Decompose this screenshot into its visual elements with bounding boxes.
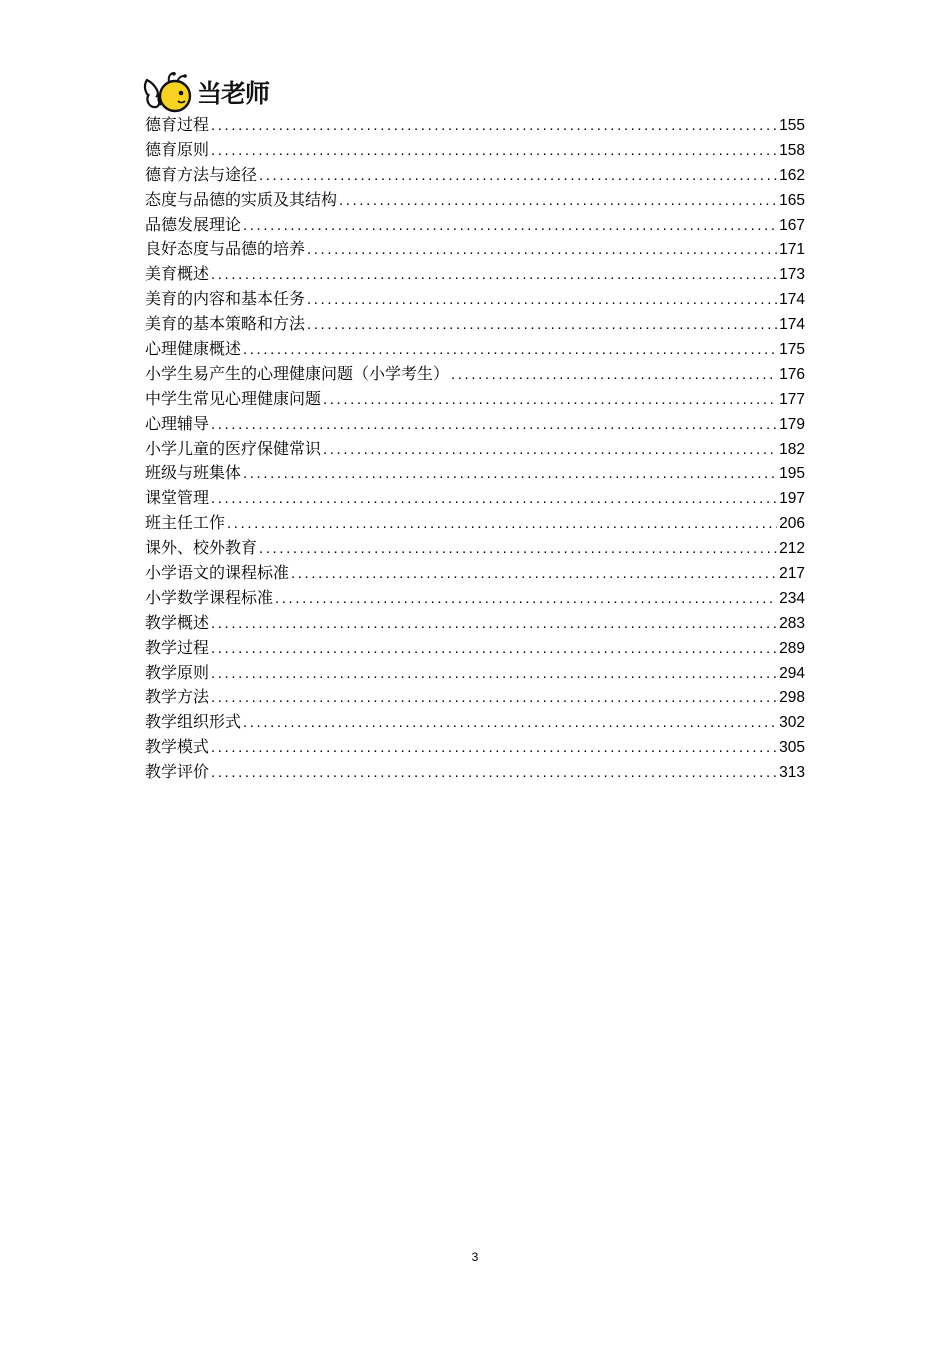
toc-dot-leader bbox=[275, 587, 777, 612]
toc-entry-title: 教学原则 bbox=[145, 662, 210, 682]
toc-entry-title: 态度与品德的实质及其结构 bbox=[145, 189, 338, 209]
toc-entry-page: 175 bbox=[779, 341, 805, 359]
toc-entry-page: 176 bbox=[779, 365, 805, 383]
bee-mascot-icon bbox=[143, 72, 195, 114]
page-number: 3 bbox=[471, 1250, 479, 1264]
toc-dot-leader bbox=[451, 363, 777, 388]
toc-entry[interactable] bbox=[145, 412, 805, 437]
toc-dot-leader bbox=[307, 288, 777, 313]
toc-entry[interactable] bbox=[145, 486, 805, 511]
toc-dot-leader bbox=[211, 761, 777, 786]
toc-dot-leader bbox=[243, 462, 777, 487]
toc-entry[interactable] bbox=[145, 237, 805, 262]
toc-entry-title: 小学语文的课程标准 bbox=[145, 563, 290, 583]
toc-dot-leader bbox=[211, 114, 777, 139]
toc-dot-leader bbox=[211, 637, 777, 662]
toc-entry-title: 教学过程 bbox=[145, 637, 210, 657]
toc-entry-title: 美育的内容和基本任务 bbox=[145, 289, 306, 309]
toc-entry-page: 167 bbox=[779, 216, 805, 234]
toc-entry-title: 小学儿童的医疗保健常识 bbox=[145, 438, 322, 458]
toc-entry[interactable] bbox=[145, 188, 805, 213]
toc-entry-page: 298 bbox=[779, 689, 805, 707]
toc-entry-title: 教学方法 bbox=[145, 687, 210, 707]
toc-entry[interactable] bbox=[145, 362, 805, 387]
toc-dot-leader bbox=[259, 537, 777, 562]
toc-entry-title: 课堂管理 bbox=[145, 488, 210, 508]
toc-entry-page: 174 bbox=[779, 316, 805, 334]
toc-entry-title: 心理辅导 bbox=[145, 413, 210, 433]
toc-entry[interactable] bbox=[145, 387, 805, 412]
toc-entry[interactable] bbox=[145, 710, 805, 735]
toc-entry[interactable] bbox=[145, 461, 805, 486]
toc-dot-leader bbox=[211, 139, 777, 164]
brand-logo-text: 当老师 bbox=[197, 78, 270, 108]
toc-entry[interactable] bbox=[145, 312, 805, 337]
toc-entry-page: 197 bbox=[779, 490, 805, 508]
toc-dot-leader bbox=[211, 736, 777, 761]
toc-entry-title: 美育概述 bbox=[145, 264, 210, 284]
toc-entry-page: 179 bbox=[779, 415, 805, 433]
toc-entry[interactable] bbox=[145, 138, 805, 163]
table-of-contents bbox=[145, 113, 805, 785]
toc-dot-leader bbox=[323, 438, 777, 463]
toc-entry-page: 162 bbox=[779, 166, 805, 184]
toc-entry-page: 289 bbox=[779, 639, 805, 657]
toc-entry[interactable] bbox=[145, 113, 805, 138]
toc-entry-page: 195 bbox=[779, 465, 805, 483]
toc-entry[interactable] bbox=[145, 287, 805, 312]
toc-dot-leader bbox=[211, 487, 777, 512]
brand-logo bbox=[143, 72, 288, 114]
toc-entry-title: 班级与班集体 bbox=[145, 463, 242, 483]
toc-dot-leader bbox=[307, 238, 777, 263]
toc-dot-leader bbox=[243, 338, 777, 363]
toc-entry-title: 德育方法与途径 bbox=[145, 164, 258, 184]
toc-entry-page: 171 bbox=[779, 241, 805, 259]
toc-entry-title: 教学组织形式 bbox=[145, 712, 242, 732]
toc-entry-title: 教学评价 bbox=[145, 762, 210, 782]
toc-dot-leader bbox=[243, 711, 777, 736]
toc-entry-page: 212 bbox=[779, 540, 805, 558]
toc-dot-leader bbox=[211, 413, 777, 438]
toc-entry[interactable] bbox=[145, 163, 805, 188]
toc-dot-leader bbox=[339, 189, 777, 214]
toc-entry-title: 德育过程 bbox=[145, 115, 210, 134]
toc-dot-leader bbox=[227, 512, 777, 537]
toc-entry[interactable] bbox=[145, 735, 805, 760]
toc-entry-page: 283 bbox=[779, 614, 805, 632]
toc-entry-title: 小学生易产生的心理健康问题（小学考生） bbox=[145, 363, 450, 383]
toc-dot-leader bbox=[211, 263, 777, 288]
toc-entry-page: 182 bbox=[779, 440, 805, 458]
toc-entry-page: 206 bbox=[779, 515, 805, 533]
toc-entry-page: 158 bbox=[779, 141, 805, 159]
toc-entry-title: 美育的基本策略和方法 bbox=[145, 314, 306, 334]
toc-entry-page: 155 bbox=[779, 117, 805, 134]
toc-entry-page: 174 bbox=[779, 291, 805, 309]
toc-dot-leader bbox=[211, 686, 777, 711]
toc-entry[interactable] bbox=[145, 511, 805, 536]
toc-entry-title: 教学概述 bbox=[145, 612, 210, 632]
toc-entry[interactable] bbox=[145, 661, 805, 686]
toc-entry-title: 品德发展理论 bbox=[145, 214, 242, 234]
toc-entry-page: 173 bbox=[779, 266, 805, 284]
toc-entry-title: 良好态度与品德的培养 bbox=[145, 239, 306, 259]
toc-entry-page: 165 bbox=[779, 191, 805, 209]
toc-entry[interactable] bbox=[145, 536, 805, 561]
toc-dot-leader bbox=[307, 313, 777, 338]
toc-entry-title: 小学数学课程标准 bbox=[145, 587, 274, 607]
toc-entry-page: 217 bbox=[779, 565, 805, 583]
toc-entry-page: 234 bbox=[779, 589, 805, 607]
toc-entry-page: 313 bbox=[779, 764, 805, 782]
toc-entry-title: 中学生常见心理健康问题 bbox=[145, 388, 322, 408]
toc-entry-page: 302 bbox=[779, 714, 805, 732]
toc-entry[interactable] bbox=[145, 611, 805, 636]
toc-entry-title: 教学模式 bbox=[145, 737, 210, 757]
toc-entry[interactable] bbox=[145, 262, 805, 287]
toc-entry[interactable] bbox=[145, 685, 805, 710]
toc-entry-title: 德育原则 bbox=[145, 139, 210, 159]
toc-entry[interactable] bbox=[145, 337, 805, 362]
toc-dot-leader bbox=[211, 612, 777, 637]
toc-dot-leader bbox=[291, 562, 777, 587]
toc-dot-leader bbox=[259, 164, 777, 189]
toc-dot-leader bbox=[323, 388, 777, 413]
toc-entry[interactable] bbox=[145, 586, 805, 611]
toc-entry-title: 课外、校外教育 bbox=[145, 538, 258, 558]
toc-entry[interactable] bbox=[145, 760, 805, 785]
toc-entry[interactable] bbox=[145, 437, 805, 462]
toc-entry-title: 班主任工作 bbox=[145, 513, 226, 533]
toc-dot-leader bbox=[243, 214, 777, 239]
toc-entry[interactable] bbox=[145, 636, 805, 661]
toc-entry-title: 心理健康概述 bbox=[145, 339, 242, 359]
toc-entry[interactable] bbox=[145, 213, 805, 238]
toc-entry[interactable] bbox=[145, 561, 805, 586]
toc-entry-page: 305 bbox=[779, 739, 805, 757]
toc-dot-leader bbox=[211, 662, 777, 687]
toc-entry-page: 294 bbox=[779, 664, 805, 682]
toc-entry-page: 177 bbox=[779, 390, 805, 408]
